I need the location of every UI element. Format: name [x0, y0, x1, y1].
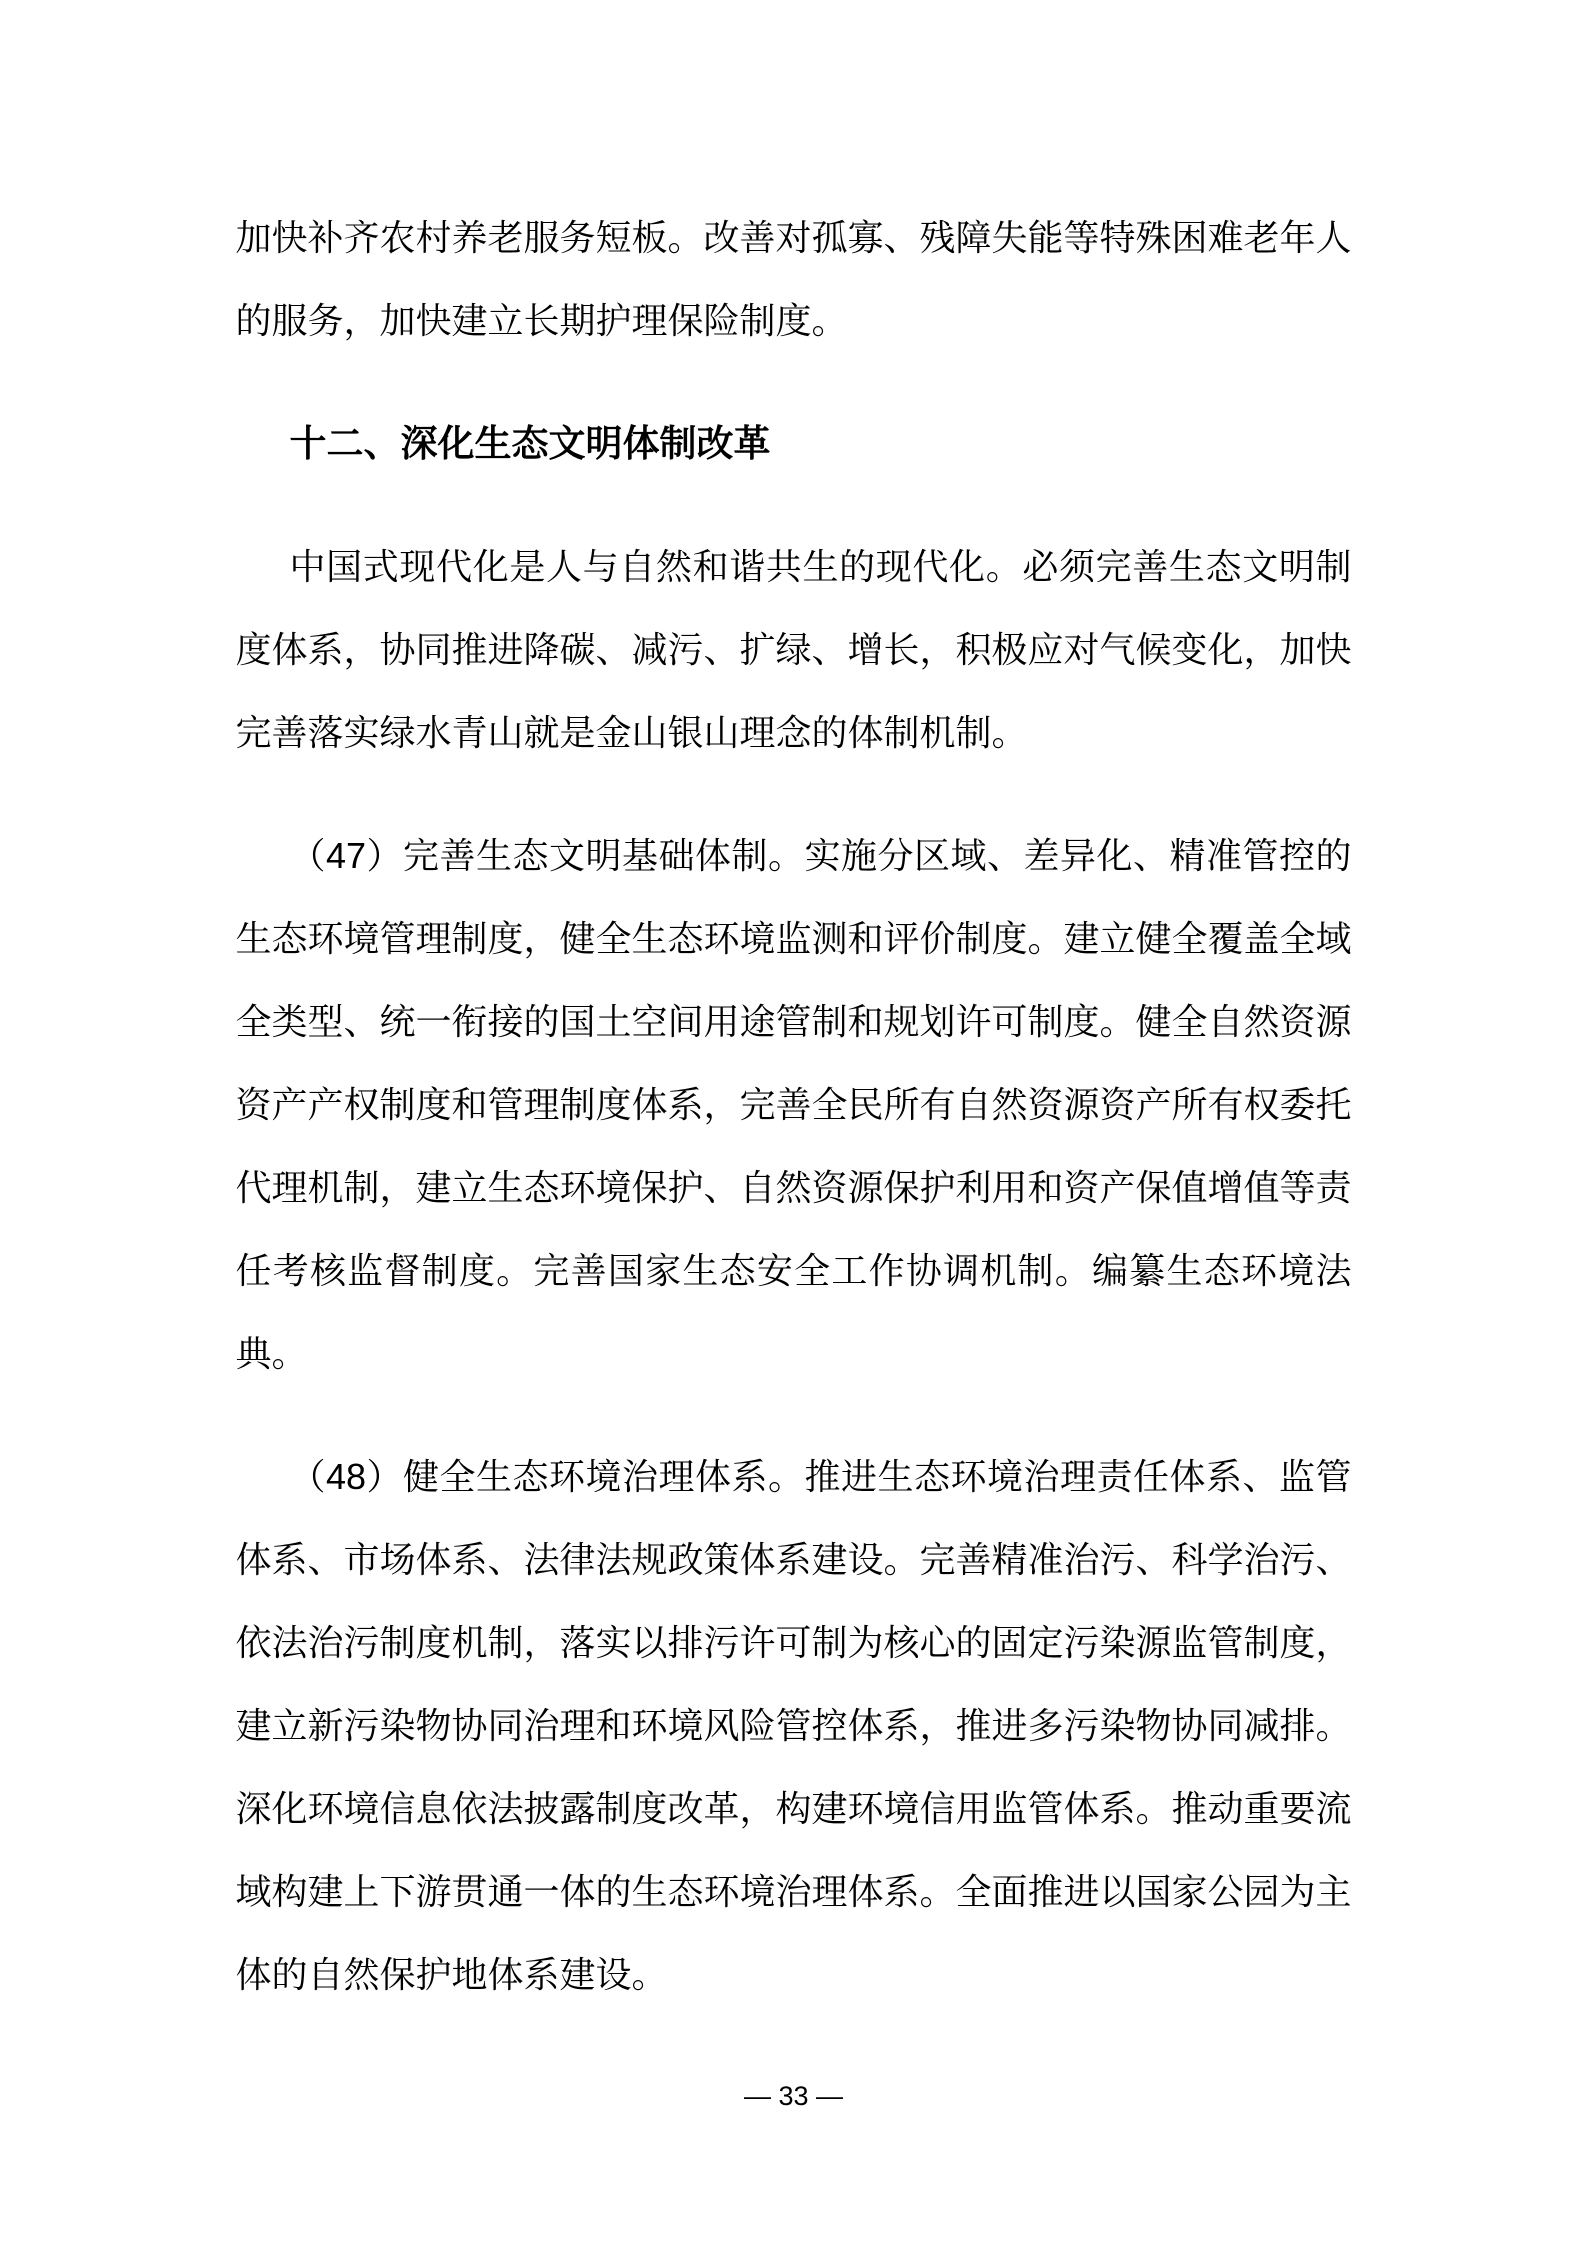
- paragraph-section-overview: 中国式现代化是人与自然和谐共生的现代化。必须完善生态文明制度体系，协同推进降碳、减污、扩绿、增长，积极应对气候变化，加快完善落实绿水青山就是金山银山理念的体制机制。: [235, 546, 1352, 753]
- section-heading-12-ecological-reform: 十二、深化生态文明体制改革: [289, 423, 771, 464]
- paragraph-elder-care-continuation: 加快补齐农村养老服务短板。改善对孤寡、残障失能等特殊困难老年人的服务，加快建立长期护理保险制度。: [235, 217, 1352, 341]
- document-body: [236, 0, 1352, 2016]
- paragraph-item-47: （47）完善生态文明基础体制。实施分区域、差异化、精准管控的生态环境管理制度，健全生态环境监测和评价制度。建立健全覆盖全域全类型、统一衔接的国土空间用途管制和规划许可制度。健全自然资源资产产权制度和管理制度体系，完善全民所有自然资源资产所有权委托代理机制，建立生态环境保护、自然资源保护利用和资产保值增值等责任考核监督制度。完善国家生态安全工作协调机制。编纂生态环境法典。: [235, 835, 1352, 1374]
- page-number: — 33 —: [743, 2081, 844, 2111]
- paragraph-item-48: （48）健全生态环境治理体系。推进生态环境治理责任体系、监管体系、市场体系、法律法规政策体系建设。完善精准治污、科学治污、依法治污制度机制，落实以排污许可制为核心的固定污染源监管制度，建立新污染物协同治理和环境风险管控体系，推进多污染物协同减排。深化环境信息依法披露制度改革，构建环境信用监管体系。推动重要流域构建上下游贯通一体的生态环境治理体系。全面推进以国家公园为主体的自然保护地体系建设。: [235, 1456, 1352, 1995]
